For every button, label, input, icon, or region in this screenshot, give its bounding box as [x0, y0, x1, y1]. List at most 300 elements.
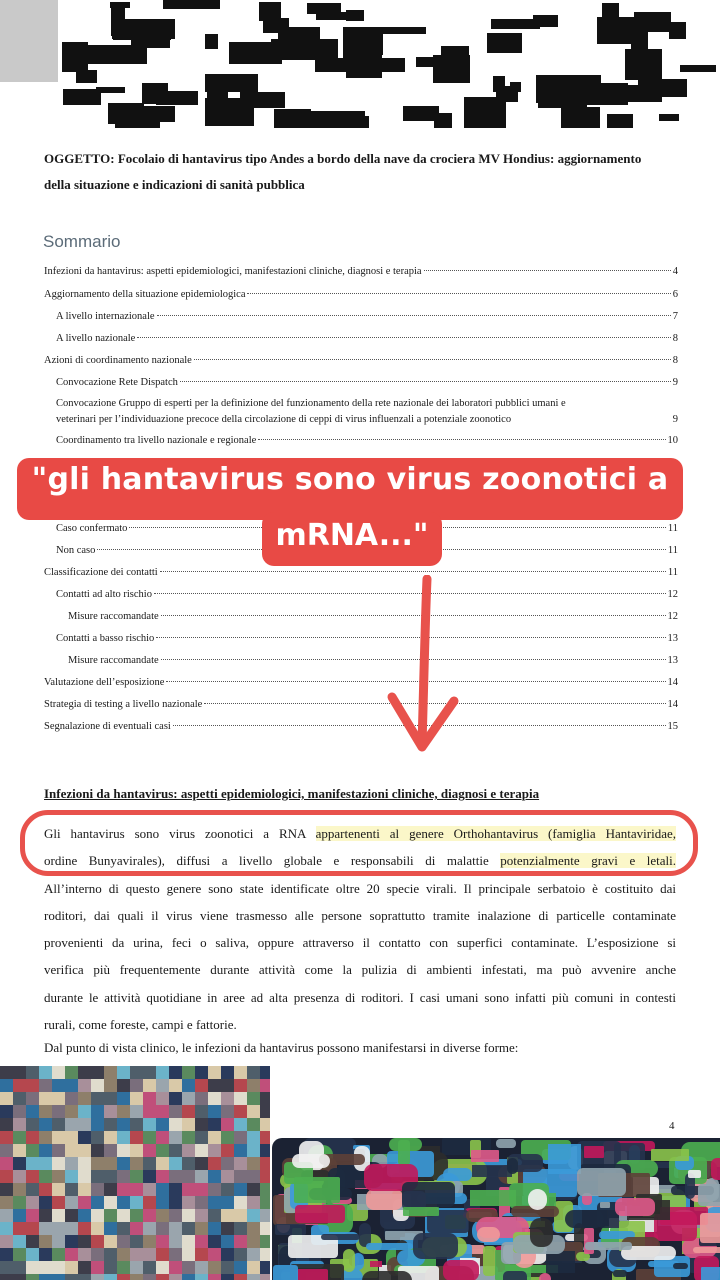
toc-entry[interactable] [56, 377, 678, 388]
mosaic-cell [130, 1209, 143, 1222]
redaction-block [263, 18, 289, 33]
mosaic-cell [13, 1209, 26, 1222]
mosaic-cell [234, 1235, 247, 1248]
mosaic-cell [0, 1209, 13, 1222]
body-line: roditori, dai quali il virus viene trasmesso alle persone soprattutto tramite inalazione di particelle contaminate [44, 907, 676, 923]
mosaic-cell [208, 1183, 221, 1196]
toc-title: Sommario [43, 232, 121, 251]
mosaic-cell [208, 1131, 221, 1144]
toc-entry[interactable] [68, 611, 678, 622]
mosaic-cell [234, 1222, 247, 1235]
mosaic-cell [208, 1157, 221, 1170]
toc-entry-label-line-1: Convocazione Gruppo di esperti per la definizione del funzionamento della rete nazionale dei laboratori pubblici umani e [56, 398, 566, 409]
mosaic-cell [26, 1079, 39, 1092]
mosaic-cell [117, 1235, 130, 1248]
mosaic-cell [130, 1261, 143, 1274]
caption-text-line-1: "gli hantavirus sono virus zoonotici a [31, 462, 669, 497]
texture-fleck [528, 1189, 547, 1210]
body-paragraph-2: Dal punto di vista clinico, le infezioni da hantavirus possono manifestarsi in diverse forme: [44, 1040, 519, 1055]
mosaic-cell [65, 1144, 78, 1157]
mosaic-cell [52, 1170, 65, 1183]
mosaic-cell [156, 1170, 169, 1183]
texture-fleck [584, 1228, 594, 1254]
mosaic-cell [39, 1261, 52, 1274]
toc-entry-label: Convocazione Rete Dispatch [56, 377, 178, 388]
texture-fleck [477, 1227, 500, 1242]
redaction-block [142, 83, 168, 104]
texture-fleck [539, 1273, 551, 1280]
mosaic-cell [39, 1144, 52, 1157]
toc-entry-label: A livello nazionale [56, 333, 136, 344]
body-line: provenienti da urina, feci o saliva, oppure attraverso il contatto con superfici contaminate. L’esposizione si [44, 935, 676, 951]
section-heading: Infezioni da hantavirus: aspetti epidemiologici, manifestazioni cliniche, diagnosi e terapia [44, 786, 540, 801]
mosaic-cell [52, 1157, 65, 1170]
mosaic-cell [182, 1105, 195, 1118]
mosaic-cell [195, 1079, 208, 1092]
mosaic-cell [78, 1235, 91, 1248]
mosaic-cell [52, 1235, 65, 1248]
mosaic-cell [182, 1170, 195, 1183]
toc-entry[interactable] [56, 333, 678, 344]
redaction-block [96, 87, 125, 93]
mosaic-cell [195, 1183, 208, 1196]
mosaic-cell [39, 1079, 52, 1092]
mosaic-cell [260, 1105, 270, 1118]
mosaic-cell [13, 1196, 26, 1209]
mosaic-cell [39, 1118, 52, 1131]
mosaic-cell [0, 1079, 13, 1092]
mosaic-cell [195, 1209, 208, 1222]
mosaic-cell [91, 1196, 104, 1209]
mosaic-cell [247, 1183, 260, 1196]
mosaic-cell [13, 1131, 26, 1144]
highlighted-text: potenzialmente gravi e letali. [500, 853, 676, 869]
mosaic-cell [260, 1066, 270, 1079]
mosaic-cell [78, 1222, 91, 1235]
mosaic-cell [117, 1131, 130, 1144]
mosaic-cell [0, 1222, 13, 1235]
redaction-block [377, 27, 426, 34]
mosaic-cell [195, 1196, 208, 1209]
mosaic-cell [182, 1222, 195, 1235]
redaction-block [315, 60, 354, 72]
mosaic-cell [208, 1105, 221, 1118]
mosaic-cell [13, 1157, 26, 1170]
texture-fleck [398, 1140, 410, 1165]
mosaic-cell [208, 1092, 221, 1105]
mosaic-cell [39, 1131, 52, 1144]
mosaic-cell [247, 1118, 260, 1131]
mosaic-cell [13, 1105, 26, 1118]
mosaic-cell [208, 1235, 221, 1248]
texture-fleck [443, 1260, 479, 1280]
mosaic-cell [221, 1066, 234, 1079]
mosaic-cell [52, 1248, 65, 1261]
redaction-block [563, 83, 628, 105]
mosaic-cell [195, 1170, 208, 1183]
mosaic-cell [156, 1222, 169, 1235]
mosaic-cell [169, 1066, 182, 1079]
texture-fleck [472, 1165, 512, 1177]
mosaic-cell [169, 1157, 182, 1170]
mosaic-cell [221, 1274, 234, 1280]
mosaic-cell [117, 1261, 130, 1274]
mosaic-cell [0, 1105, 13, 1118]
toc-entry[interactable] [44, 699, 678, 710]
mosaic-cell [117, 1222, 130, 1235]
toc-leader [247, 293, 670, 294]
redaction-block [441, 46, 469, 75]
mosaic-cell [221, 1261, 234, 1274]
mosaic-cell [208, 1274, 221, 1280]
mosaic-cell [91, 1209, 104, 1222]
mosaic-cell [26, 1274, 39, 1280]
mosaic-cell [0, 1157, 13, 1170]
mosaic-cell [26, 1131, 39, 1144]
mosaic-cell [104, 1157, 117, 1170]
mosaic-cell [234, 1196, 247, 1209]
texture-fleck [273, 1265, 298, 1280]
body-line: rurali, come foreste, campi e fattorie. [44, 1017, 237, 1033]
mosaic-cell [39, 1222, 52, 1235]
toc-entry-page: 13 [667, 633, 678, 644]
mosaic-cell [117, 1248, 130, 1261]
mosaic-cell [260, 1118, 270, 1131]
texture-fleck [548, 1144, 581, 1174]
mosaic-cell [247, 1105, 260, 1118]
mosaic-cell [169, 1261, 182, 1274]
mosaic-cell [143, 1248, 156, 1261]
mosaic-cell [169, 1248, 182, 1261]
mosaic-cell [156, 1066, 169, 1079]
mosaic-cell [39, 1170, 52, 1183]
mosaic-cell [234, 1105, 247, 1118]
mosaic-cell [91, 1183, 104, 1196]
mosaic-cell [143, 1183, 156, 1196]
toc-leader [137, 337, 670, 338]
mosaic-cell [52, 1196, 65, 1209]
mosaic-cell [65, 1079, 78, 1092]
toc-entry-page: 11 [667, 545, 678, 556]
mosaic-cell [208, 1066, 221, 1079]
redaction-block [625, 49, 662, 80]
redaction-block [634, 12, 671, 32]
mosaic-cell [260, 1092, 270, 1105]
mosaic-cell [221, 1222, 234, 1235]
mosaic-cell [156, 1196, 169, 1209]
mosaic-cell [156, 1118, 169, 1131]
toc-entry[interactable] [68, 655, 678, 666]
mosaic-cell [52, 1079, 65, 1092]
toc-entry-label: Strategia di testing a livello nazionale [44, 699, 203, 710]
mosaic-cell [156, 1157, 169, 1170]
redaction-block [622, 85, 662, 102]
body-line: All’interno di questo genere sono state identificate oltre 20 specie virali. Il principale serbatoio è costituito dai [44, 880, 676, 896]
mosaic-cell [78, 1118, 91, 1131]
mosaic-cell [104, 1092, 117, 1105]
mosaic-cell [247, 1131, 260, 1144]
mosaic-cell [39, 1274, 52, 1280]
toc-entry[interactable] [44, 266, 678, 277]
mosaic-cell [156, 1248, 169, 1261]
toc-entry-label: Misure raccomandate [68, 655, 159, 666]
mosaic-cell [13, 1222, 26, 1235]
mosaic-cell [143, 1066, 156, 1079]
mosaic-cell [39, 1235, 52, 1248]
mosaic-cell [143, 1118, 156, 1131]
mosaic-cell [65, 1118, 78, 1131]
mosaic-cell [247, 1144, 260, 1157]
mosaic-cell [65, 1274, 78, 1280]
texture-fleck [546, 1251, 575, 1273]
mosaic-cell [117, 1105, 130, 1118]
toc-entry-label: Infezioni da hantavirus: aspetti epidemiologici, manifestazioni cliniche, diagnosi e terapia [44, 266, 422, 277]
mosaic-cell [221, 1131, 234, 1144]
mosaic-cell [169, 1131, 182, 1144]
subject [44, 146, 684, 198]
mosaic-cell [247, 1209, 260, 1222]
mosaic-cell [143, 1092, 156, 1105]
mosaic-cell [91, 1248, 104, 1261]
redacted-letterhead [58, 0, 720, 128]
texture-fleck [366, 1189, 403, 1210]
mosaic-cell [260, 1274, 270, 1280]
mosaic-cell [78, 1183, 91, 1196]
texture-fleck [700, 1213, 720, 1243]
mosaic-cell [52, 1092, 65, 1105]
mosaic-cell [221, 1144, 234, 1157]
texture-fleck [362, 1271, 412, 1280]
mosaic-cell [221, 1092, 234, 1105]
mosaic-cell [65, 1170, 78, 1183]
mosaic-cell [130, 1248, 143, 1261]
mosaic-cell [156, 1209, 169, 1222]
mosaic-cell [0, 1274, 13, 1280]
mosaic-cell [39, 1248, 52, 1261]
mosaic-cell [130, 1131, 143, 1144]
toc-entry-label: Misure raccomandate [68, 611, 159, 622]
toc-entry-page: 11 [667, 523, 678, 534]
mosaic-cell [117, 1144, 130, 1157]
redaction-block [307, 3, 341, 14]
redaction-block [163, 0, 220, 9]
mosaic-cell [195, 1144, 208, 1157]
mosaic-cell [143, 1157, 156, 1170]
mosaic-cell [0, 1118, 13, 1131]
mosaic-cell [234, 1157, 247, 1170]
mosaic-cell [195, 1131, 208, 1144]
toc-entry-label: Valutazione dell’esposizione [44, 677, 165, 688]
mosaic-cell [26, 1248, 39, 1261]
mosaic-cell [247, 1274, 260, 1280]
toc-entry[interactable] [44, 721, 678, 732]
toc-entry[interactable] [56, 396, 678, 428]
toc-entry[interactable] [44, 355, 678, 366]
redaction-block [491, 19, 540, 29]
mosaic-cell [104, 1248, 117, 1261]
mosaic-cell [39, 1209, 52, 1222]
toc-entry[interactable] [44, 289, 678, 300]
mosaic-cell [130, 1222, 143, 1235]
mosaic-cell [234, 1209, 247, 1222]
toc-entry[interactable] [44, 567, 678, 578]
texture-fleck [600, 1202, 610, 1208]
toc-entry-page: 14 [667, 677, 678, 688]
texture-fleck [530, 1218, 553, 1247]
mosaic-cell [117, 1274, 130, 1280]
mosaic-cell [169, 1196, 182, 1209]
toc-entry[interactable] [44, 677, 678, 688]
mosaic-cell [26, 1261, 39, 1274]
mosaic-cell [117, 1183, 130, 1196]
mosaic-cell [130, 1079, 143, 1092]
mosaic-cell [39, 1105, 52, 1118]
mosaic-cell [65, 1209, 78, 1222]
mosaic-cell [117, 1118, 130, 1131]
mosaic-cell [104, 1235, 117, 1248]
mosaic-cell [156, 1092, 169, 1105]
mosaic-cell [234, 1170, 247, 1183]
texture-fleck [370, 1261, 382, 1267]
mosaic-cell [130, 1235, 143, 1248]
mosaic-cell [234, 1248, 247, 1261]
mosaic-cell [208, 1196, 221, 1209]
texture-fleck [673, 1263, 688, 1269]
mosaic-cell [130, 1157, 143, 1170]
mosaic-cell [169, 1274, 182, 1280]
texture-fleck [615, 1198, 655, 1216]
mosaic-cell [260, 1170, 270, 1183]
mosaic-cell [26, 1170, 39, 1183]
body-line-part: Gli hantavirus sono virus zoonotici a RNA [44, 826, 316, 841]
mosaic-cell [39, 1092, 52, 1105]
texture-fleck [565, 1210, 604, 1228]
mosaic-cell [52, 1144, 65, 1157]
mosaic-cell [130, 1092, 143, 1105]
texture-fleck [711, 1158, 720, 1180]
mosaic-cell [91, 1274, 104, 1280]
mosaic-cell [0, 1183, 13, 1196]
mosaic-cell [78, 1248, 91, 1261]
mosaic-cell [195, 1105, 208, 1118]
toc-entry-page: 13 [667, 655, 678, 666]
mosaic-cell [260, 1196, 270, 1209]
mosaic-cell [182, 1235, 195, 1248]
mosaic-cell [247, 1157, 260, 1170]
toc-entry-page: 14 [667, 699, 678, 710]
mosaic-cell [195, 1261, 208, 1274]
mosaic-cell [260, 1261, 270, 1274]
mosaic-cell [78, 1170, 91, 1183]
mosaic-cell [65, 1092, 78, 1105]
mosaic-cell [117, 1092, 130, 1105]
redaction-block [80, 45, 147, 64]
mosaic-cell [221, 1183, 234, 1196]
mosaic-cell [208, 1248, 221, 1261]
redaction-block [302, 111, 365, 128]
mosaic-cell [65, 1105, 78, 1118]
mosaic-cell [169, 1209, 182, 1222]
mosaic-cell [117, 1196, 130, 1209]
texture-fleck [366, 1243, 413, 1250]
mosaic-cell [78, 1196, 91, 1209]
mosaic-cell [91, 1066, 104, 1079]
texture-fleck [443, 1168, 472, 1181]
mosaic-cell [65, 1183, 78, 1196]
toc-entry[interactable] [56, 311, 678, 322]
texture-fleck [507, 1158, 518, 1174]
mosaic-cell [195, 1274, 208, 1280]
mosaic-cell [156, 1079, 169, 1092]
mosaic-cell [52, 1105, 65, 1118]
mosaic-cell [104, 1183, 117, 1196]
redaction-block [669, 22, 686, 39]
mosaic-cell [65, 1131, 78, 1144]
texture-fleck [701, 1267, 720, 1280]
mosaic-cell [104, 1105, 117, 1118]
mosaic-cell [221, 1170, 234, 1183]
mosaic-cell [130, 1274, 143, 1280]
mosaic-cell [169, 1170, 182, 1183]
mosaic-cell [26, 1222, 39, 1235]
mosaic-cell [169, 1118, 182, 1131]
mosaic-cell [52, 1209, 65, 1222]
texture-fleck [295, 1205, 345, 1223]
toc-entry[interactable] [56, 435, 678, 446]
mosaic-cell [13, 1092, 26, 1105]
subject-line-2: della situazione e indicazioni di sanità pubblica [44, 177, 305, 192]
texture-fleck [496, 1139, 516, 1148]
toc-entry[interactable] [56, 633, 678, 644]
mosaic-cell [260, 1183, 270, 1196]
mosaic-cell [65, 1196, 78, 1209]
mosaic-cell [169, 1144, 182, 1157]
texture-fleck [471, 1150, 499, 1162]
redaction-block [205, 34, 218, 49]
mosaic-cell [221, 1209, 234, 1222]
texture-fleck [585, 1242, 632, 1250]
mosaic-cell [91, 1105, 104, 1118]
mosaic-cell [26, 1118, 39, 1131]
mosaic-cell [78, 1157, 91, 1170]
mosaic-cell [39, 1157, 52, 1170]
subject-label: OGGETTO: [44, 151, 115, 166]
texture-fleck [688, 1170, 701, 1178]
mosaic-cell [182, 1209, 195, 1222]
mosaic-cell [13, 1079, 26, 1092]
mosaic-cell [91, 1170, 104, 1183]
mosaic-cell [13, 1261, 26, 1274]
mosaic-cell [182, 1157, 195, 1170]
mosaic-cell [13, 1274, 26, 1280]
mosaic-cell [156, 1131, 169, 1144]
mosaic-cell [234, 1092, 247, 1105]
mosaic-cell [65, 1261, 78, 1274]
toc-entry-label: Contatti ad alto rischio [56, 589, 152, 600]
toc-entry-page: 11 [667, 567, 678, 578]
mosaic-cell [26, 1092, 39, 1105]
mosaic-cell [26, 1209, 39, 1222]
mosaic-cell [234, 1261, 247, 1274]
mosaic-cell [130, 1196, 143, 1209]
toc-entry[interactable] [56, 589, 678, 600]
texture-fleck [413, 1233, 458, 1259]
mosaic-cell [13, 1183, 26, 1196]
mosaic-cell [234, 1066, 247, 1079]
toc-leader [180, 381, 671, 382]
redaction-block [561, 107, 600, 128]
texture-fleck [613, 1270, 627, 1277]
